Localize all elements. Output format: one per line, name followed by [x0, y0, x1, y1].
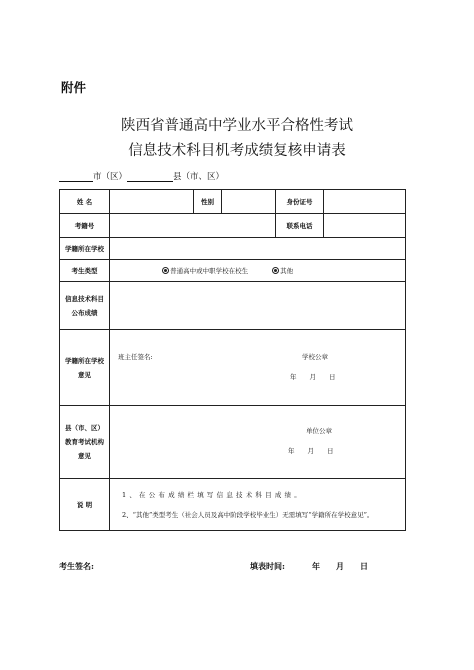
school-opinion-date: 年 月 日 [290, 373, 336, 381]
phone-label: 联系电话 [276, 214, 324, 238]
phone-field[interactable] [324, 214, 406, 238]
type-option-other[interactable] [272, 266, 293, 275]
school-opinion-label-line-2: 意见 [78, 370, 91, 379]
note-2: 2、“其他”类型考生（社会人员及高中阶段学校毕业生）无需填写“学籍所在学校意见”。 [122, 510, 374, 519]
teacher-signature-label: 班主任签名: [118, 353, 153, 361]
fill-time-label: 填表时间: [250, 561, 285, 571]
radio-icon [272, 267, 279, 274]
school-opinion-field[interactable] [110, 330, 406, 406]
school-label: 学籍所在学校 [60, 238, 110, 260]
county-opinion-label [60, 406, 110, 479]
county-opinion-date: 年 月 日 [288, 447, 334, 455]
type-option-student[interactable] [162, 266, 248, 275]
score-label [60, 282, 110, 330]
id-number-field[interactable] [324, 190, 406, 214]
county-suffix: 县（市、区） [173, 172, 225, 182]
score-label-line-2: 公布成绩 [71, 308, 98, 317]
school-seal-label: 学校公章 [302, 353, 328, 361]
radio-icon [162, 267, 169, 274]
city-suffix: 市（区） [93, 172, 128, 182]
county-opinion-label-line-2: 教育考试机构 [65, 438, 104, 446]
county-opinion-label-line-3: 意见 [78, 452, 91, 460]
notes-label: 说 明 [60, 479, 110, 531]
notes-content [110, 479, 406, 531]
score-label-line-1: 信息技术科目 [65, 294, 104, 303]
name-field[interactable] [110, 190, 194, 214]
county-opinion-field[interactable] [110, 406, 406, 479]
gender-label: 性别 [194, 190, 222, 214]
candidate-type-label: 考生类型 [60, 260, 110, 282]
score-field[interactable] [110, 282, 406, 330]
school-opinion-label-line-1: 学籍所在学校 [65, 356, 104, 365]
application-table [59, 189, 406, 531]
gender-field[interactable] [222, 190, 276, 214]
note-1: 1、在公布成绩栏填写信息技术科目成绩。 [122, 490, 304, 499]
attachment-label: 附件 [61, 80, 87, 95]
city-blank[interactable] [59, 171, 93, 182]
type-option-student-label: 普通高中或中职学校在校生 [170, 267, 249, 275]
name-label: 姓 名 [60, 190, 110, 214]
form-title-line-2: 信息技术科目机考成绩复核申请表 [128, 143, 346, 159]
county-opinion-label-line-1: 县（市、区） [65, 424, 104, 432]
fill-date: 年 月 日 [312, 561, 368, 571]
exam-number-label: 考籍号 [60, 214, 110, 238]
county-blank[interactable] [127, 171, 173, 182]
candidate-signature-label: 考生签名: [59, 561, 94, 571]
school-opinion-label [60, 330, 110, 406]
candidate-type-options [110, 260, 406, 282]
region-line [59, 170, 224, 182]
id-number-label: 身份证号 [276, 190, 324, 214]
type-option-other-label: 其他 [280, 267, 294, 275]
school-field[interactable] [110, 238, 406, 260]
unit-seal-label: 单位公章 [306, 427, 332, 435]
form-title-line-1: 陕西省普通高中学业水平合格性考试 [121, 118, 353, 134]
exam-number-field[interactable] [110, 214, 276, 238]
